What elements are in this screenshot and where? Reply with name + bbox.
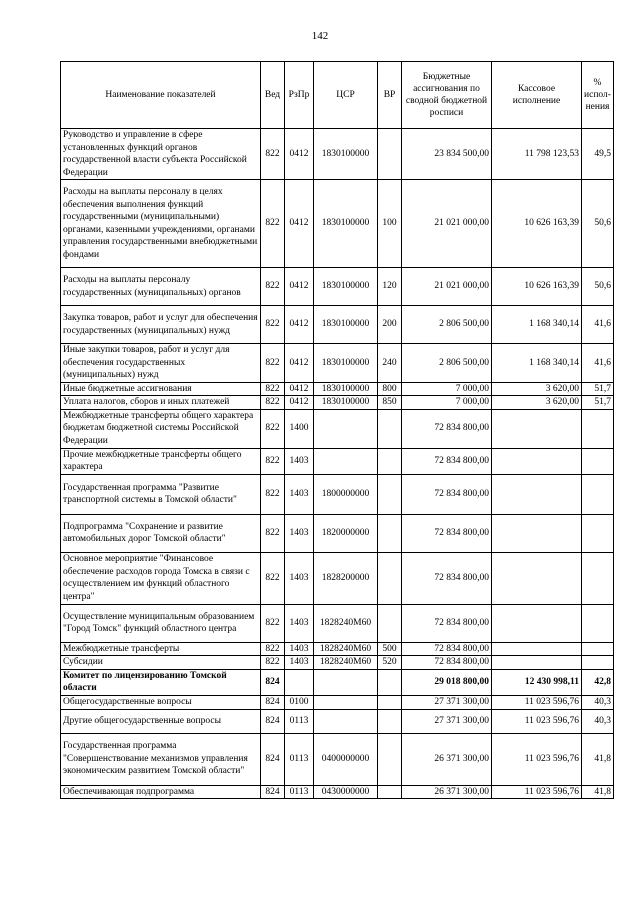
row-csr <box>314 709 378 733</box>
row-vr <box>378 785 402 799</box>
row-rzpr: 0412 <box>285 344 314 383</box>
table-row <box>61 552 614 604</box>
row-percent: 49,5 <box>582 129 614 180</box>
row-csr: 1830100000 <box>314 396 378 410</box>
row-csr: 0400000000 <box>314 733 378 785</box>
row-vr: 500 <box>378 642 402 656</box>
row-rzpr: 1403 <box>285 642 314 656</box>
row-execution: 1 168 340,14 <box>492 344 582 383</box>
table-row <box>61 409 614 448</box>
row-allocation: 21 021 000,00 <box>402 180 492 268</box>
row-vr <box>378 733 402 785</box>
row-vr: 200 <box>378 306 402 344</box>
row-rzpr: 0412 <box>285 306 314 344</box>
row-execution: 10 626 163,39 <box>492 180 582 268</box>
row-vr <box>378 514 402 552</box>
row-percent: 51,7 <box>582 396 614 410</box>
page-number: 142 <box>311 30 329 42</box>
table-row <box>61 180 614 268</box>
row-vr <box>378 474 402 514</box>
row-ved: 822 <box>261 642 285 656</box>
row-percent: 40,3 <box>582 709 614 733</box>
row-rzpr: 0113 <box>285 785 314 799</box>
row-csr <box>314 695 378 709</box>
table-row <box>61 514 614 552</box>
row-allocation: 72 834 800,00 <box>402 656 492 670</box>
table-row <box>61 709 614 733</box>
row-execution: 11 023 596,76 <box>492 709 582 733</box>
row-vr: 240 <box>378 344 402 383</box>
row-rzpr: 0113 <box>285 709 314 733</box>
row-name: Межбюджетные трансферты общего характера бюджетам бюджетной системы Российской Федерации <box>61 409 261 448</box>
row-ved: 822 <box>261 268 285 306</box>
row-allocation: 7 000,00 <box>402 382 492 396</box>
row-rzpr: 0412 <box>285 268 314 306</box>
table-row <box>61 604 614 642</box>
row-percent: 42,8 <box>582 669 614 695</box>
table-row <box>61 656 614 670</box>
row-csr: 1800000000 <box>314 474 378 514</box>
row-name: Основное мероприятие "Финансовое обеспечение расходов города Томска в связи с осуществлением им функций областного центра" <box>61 552 261 604</box>
row-allocation: 23 834 500,00 <box>402 129 492 180</box>
row-name: Комитет по лицензированию Томской области <box>61 669 261 695</box>
row-ved: 824 <box>261 785 285 799</box>
row-ved: 822 <box>261 129 285 180</box>
table-row <box>61 306 614 344</box>
row-csr: 1828200000 <box>314 552 378 604</box>
row-execution: 3 620,00 <box>492 396 582 410</box>
row-vr: 120 <box>378 268 402 306</box>
table-row <box>61 474 614 514</box>
row-name: Расходы на выплаты персоналу государственных (муниципальных) органов <box>61 268 261 306</box>
row-rzpr: 0412 <box>285 129 314 180</box>
row-percent: 50,6 <box>582 268 614 306</box>
row-csr: 1830100000 <box>314 129 378 180</box>
row-execution <box>492 409 582 448</box>
row-ved: 822 <box>261 552 285 604</box>
row-csr: 1828240M60 <box>314 604 378 642</box>
row-vr <box>378 552 402 604</box>
row-ved: 822 <box>261 474 285 514</box>
row-allocation: 72 834 800,00 <box>402 604 492 642</box>
row-rzpr: 1403 <box>285 552 314 604</box>
row-percent <box>582 552 614 604</box>
row-ved: 822 <box>261 180 285 268</box>
row-execution <box>492 642 582 656</box>
row-percent <box>582 656 614 670</box>
row-vr: 850 <box>378 396 402 410</box>
row-rzpr: 0412 <box>285 396 314 410</box>
row-execution: 11 023 596,76 <box>492 785 582 799</box>
row-percent: 51,7 <box>582 382 614 396</box>
row-vr <box>378 129 402 180</box>
row-rzpr <box>285 669 314 695</box>
row-rzpr: 1403 <box>285 604 314 642</box>
row-name: Субсидии <box>61 656 261 670</box>
row-percent <box>582 604 614 642</box>
row-allocation: 72 834 800,00 <box>402 642 492 656</box>
row-percent <box>582 642 614 656</box>
row-allocation: 21 021 000,00 <box>402 268 492 306</box>
row-ved: 824 <box>261 669 285 695</box>
row-ved: 822 <box>261 514 285 552</box>
row-name: Обеспечивающая подпрограмма <box>61 785 261 799</box>
row-execution: 11 798 123,53 <box>492 129 582 180</box>
row-vr <box>378 695 402 709</box>
row-name: Иные бюджетные ассигнования <box>61 382 261 396</box>
row-execution: 12 430 998,11 <box>492 669 582 695</box>
table-row <box>61 695 614 709</box>
row-rzpr: 1403 <box>285 656 314 670</box>
row-name: Общегосударственные вопросы <box>61 695 261 709</box>
header-ved: Вед <box>261 62 285 129</box>
row-vr: 520 <box>378 656 402 670</box>
row-allocation: 72 834 800,00 <box>402 552 492 604</box>
row-execution <box>492 474 582 514</box>
row-csr: 1828240M60 <box>314 656 378 670</box>
row-allocation: 26 371 300,00 <box>402 733 492 785</box>
row-percent <box>582 474 614 514</box>
row-allocation: 26 371 300,00 <box>402 785 492 799</box>
row-vr <box>378 709 402 733</box>
table-row <box>61 396 614 410</box>
row-name: Закупка товаров, работ и услуг для обеспечения государственных (муниципальных) нужд <box>61 306 261 344</box>
row-rzpr: 0100 <box>285 695 314 709</box>
table-row <box>61 448 614 474</box>
row-rzpr: 1403 <box>285 514 314 552</box>
table-row <box>61 669 614 695</box>
row-execution: 1 168 340,14 <box>492 306 582 344</box>
header-vr: ВР <box>378 62 402 129</box>
row-name: Подпрограмма "Сохранение и развитие автомобильных дорог Томской области" <box>61 514 261 552</box>
row-csr: 1830100000 <box>314 306 378 344</box>
row-name: Государственная программа "Развитие транспортной системы в Томской области" <box>61 474 261 514</box>
row-execution <box>492 604 582 642</box>
row-csr: 1828240M60 <box>314 642 378 656</box>
row-name: Государственная программа "Совершенствование механизмов управления экономическим развитием Томской области" <box>61 733 261 785</box>
row-execution: 3 620,00 <box>492 382 582 396</box>
row-allocation: 72 834 800,00 <box>402 448 492 474</box>
row-csr: 1830100000 <box>314 382 378 396</box>
row-csr: 0430000000 <box>314 785 378 799</box>
row-name: Другие общегосударственные вопросы <box>61 709 261 733</box>
row-percent: 40,3 <box>582 695 614 709</box>
table-row <box>61 344 614 383</box>
row-rzpr: 0113 <box>285 733 314 785</box>
row-allocation: 27 371 300,00 <box>402 709 492 733</box>
table-row <box>61 785 614 799</box>
row-allocation: 72 834 800,00 <box>402 474 492 514</box>
row-ved: 822 <box>261 382 285 396</box>
row-execution <box>492 514 582 552</box>
row-name: Руководство и управление в сфере установленных функций органов государственной власти субъекта Российской Федерации <box>61 129 261 180</box>
row-vr <box>378 409 402 448</box>
row-execution: 10 626 163,39 <box>492 268 582 306</box>
row-ved: 822 <box>261 604 285 642</box>
row-ved: 822 <box>261 396 285 410</box>
row-rzpr: 0412 <box>285 382 314 396</box>
row-name: Иные закупки товаров, работ и услуг для обеспечения государственных (муниципальных) нужд <box>61 344 261 383</box>
row-csr: 1830100000 <box>314 180 378 268</box>
table-row <box>61 129 614 180</box>
row-name: Расходы на выплаты персоналу в целях обеспечения выполнения функций государственными (муниципальными) органами, казенными учреждениями, органами управления государственными внебюджетными фондами <box>61 180 261 268</box>
row-percent <box>582 514 614 552</box>
row-percent: 41,6 <box>582 306 614 344</box>
row-ved: 822 <box>261 306 285 344</box>
row-execution: 11 023 596,76 <box>492 733 582 785</box>
table-row <box>61 733 614 785</box>
header-rzpr: РзПр <box>285 62 314 129</box>
row-csr <box>314 448 378 474</box>
row-vr <box>378 448 402 474</box>
header-percent: % испол-нения <box>582 62 614 129</box>
table-row <box>61 642 614 656</box>
row-percent: 50,6 <box>582 180 614 268</box>
row-rzpr: 1403 <box>285 448 314 474</box>
row-percent: 41,8 <box>582 785 614 799</box>
row-name: Уплата налогов, сборов и иных платежей <box>61 396 261 410</box>
row-name: Осуществление муниципальным образованием "Город Томск" функций областного центра <box>61 604 261 642</box>
row-allocation: 7 000,00 <box>402 396 492 410</box>
row-percent: 41,6 <box>582 344 614 383</box>
row-allocation: 2 806 500,00 <box>402 306 492 344</box>
row-csr <box>314 409 378 448</box>
row-allocation: 27 371 300,00 <box>402 695 492 709</box>
table-header-row <box>61 62 614 129</box>
row-percent <box>582 448 614 474</box>
row-allocation: 72 834 800,00 <box>402 409 492 448</box>
header-execution: Кассовое исполнение <box>492 62 582 129</box>
row-name: Межбюджетные трансферты <box>61 642 261 656</box>
row-vr: 100 <box>378 180 402 268</box>
row-percent: 41,8 <box>582 733 614 785</box>
row-percent <box>582 409 614 448</box>
row-allocation: 72 834 800,00 <box>402 514 492 552</box>
row-ved: 822 <box>261 409 285 448</box>
header-csr: ЦСР <box>314 62 378 129</box>
row-execution <box>492 552 582 604</box>
row-ved: 824 <box>261 733 285 785</box>
header-name: Наименование показателей <box>61 62 261 129</box>
row-csr <box>314 669 378 695</box>
row-name: Прочие межбюджетные трансферты общего характера <box>61 448 261 474</box>
table-row <box>61 382 614 396</box>
row-allocation: 2 806 500,00 <box>402 344 492 383</box>
table-row <box>61 268 614 306</box>
header-allocations: Бюджетные ассигнования по сводной бюджетной росписи <box>402 62 492 129</box>
row-csr: 1820000000 <box>314 514 378 552</box>
row-rzpr: 0412 <box>285 180 314 268</box>
row-vr <box>378 604 402 642</box>
row-ved: 822 <box>261 448 285 474</box>
row-csr: 1830100000 <box>314 344 378 383</box>
row-execution <box>492 448 582 474</box>
row-allocation: 29 018 800,00 <box>402 669 492 695</box>
budget-table <box>60 61 614 799</box>
row-ved: 822 <box>261 344 285 383</box>
row-ved: 824 <box>261 709 285 733</box>
row-rzpr: 1403 <box>285 474 314 514</box>
row-execution: 11 023 596,76 <box>492 695 582 709</box>
row-vr <box>378 669 402 695</box>
row-ved: 824 <box>261 695 285 709</box>
row-execution <box>492 656 582 670</box>
row-vr: 800 <box>378 382 402 396</box>
row-rzpr: 1400 <box>285 409 314 448</box>
row-ved: 822 <box>261 656 285 670</box>
row-csr: 1830100000 <box>314 268 378 306</box>
